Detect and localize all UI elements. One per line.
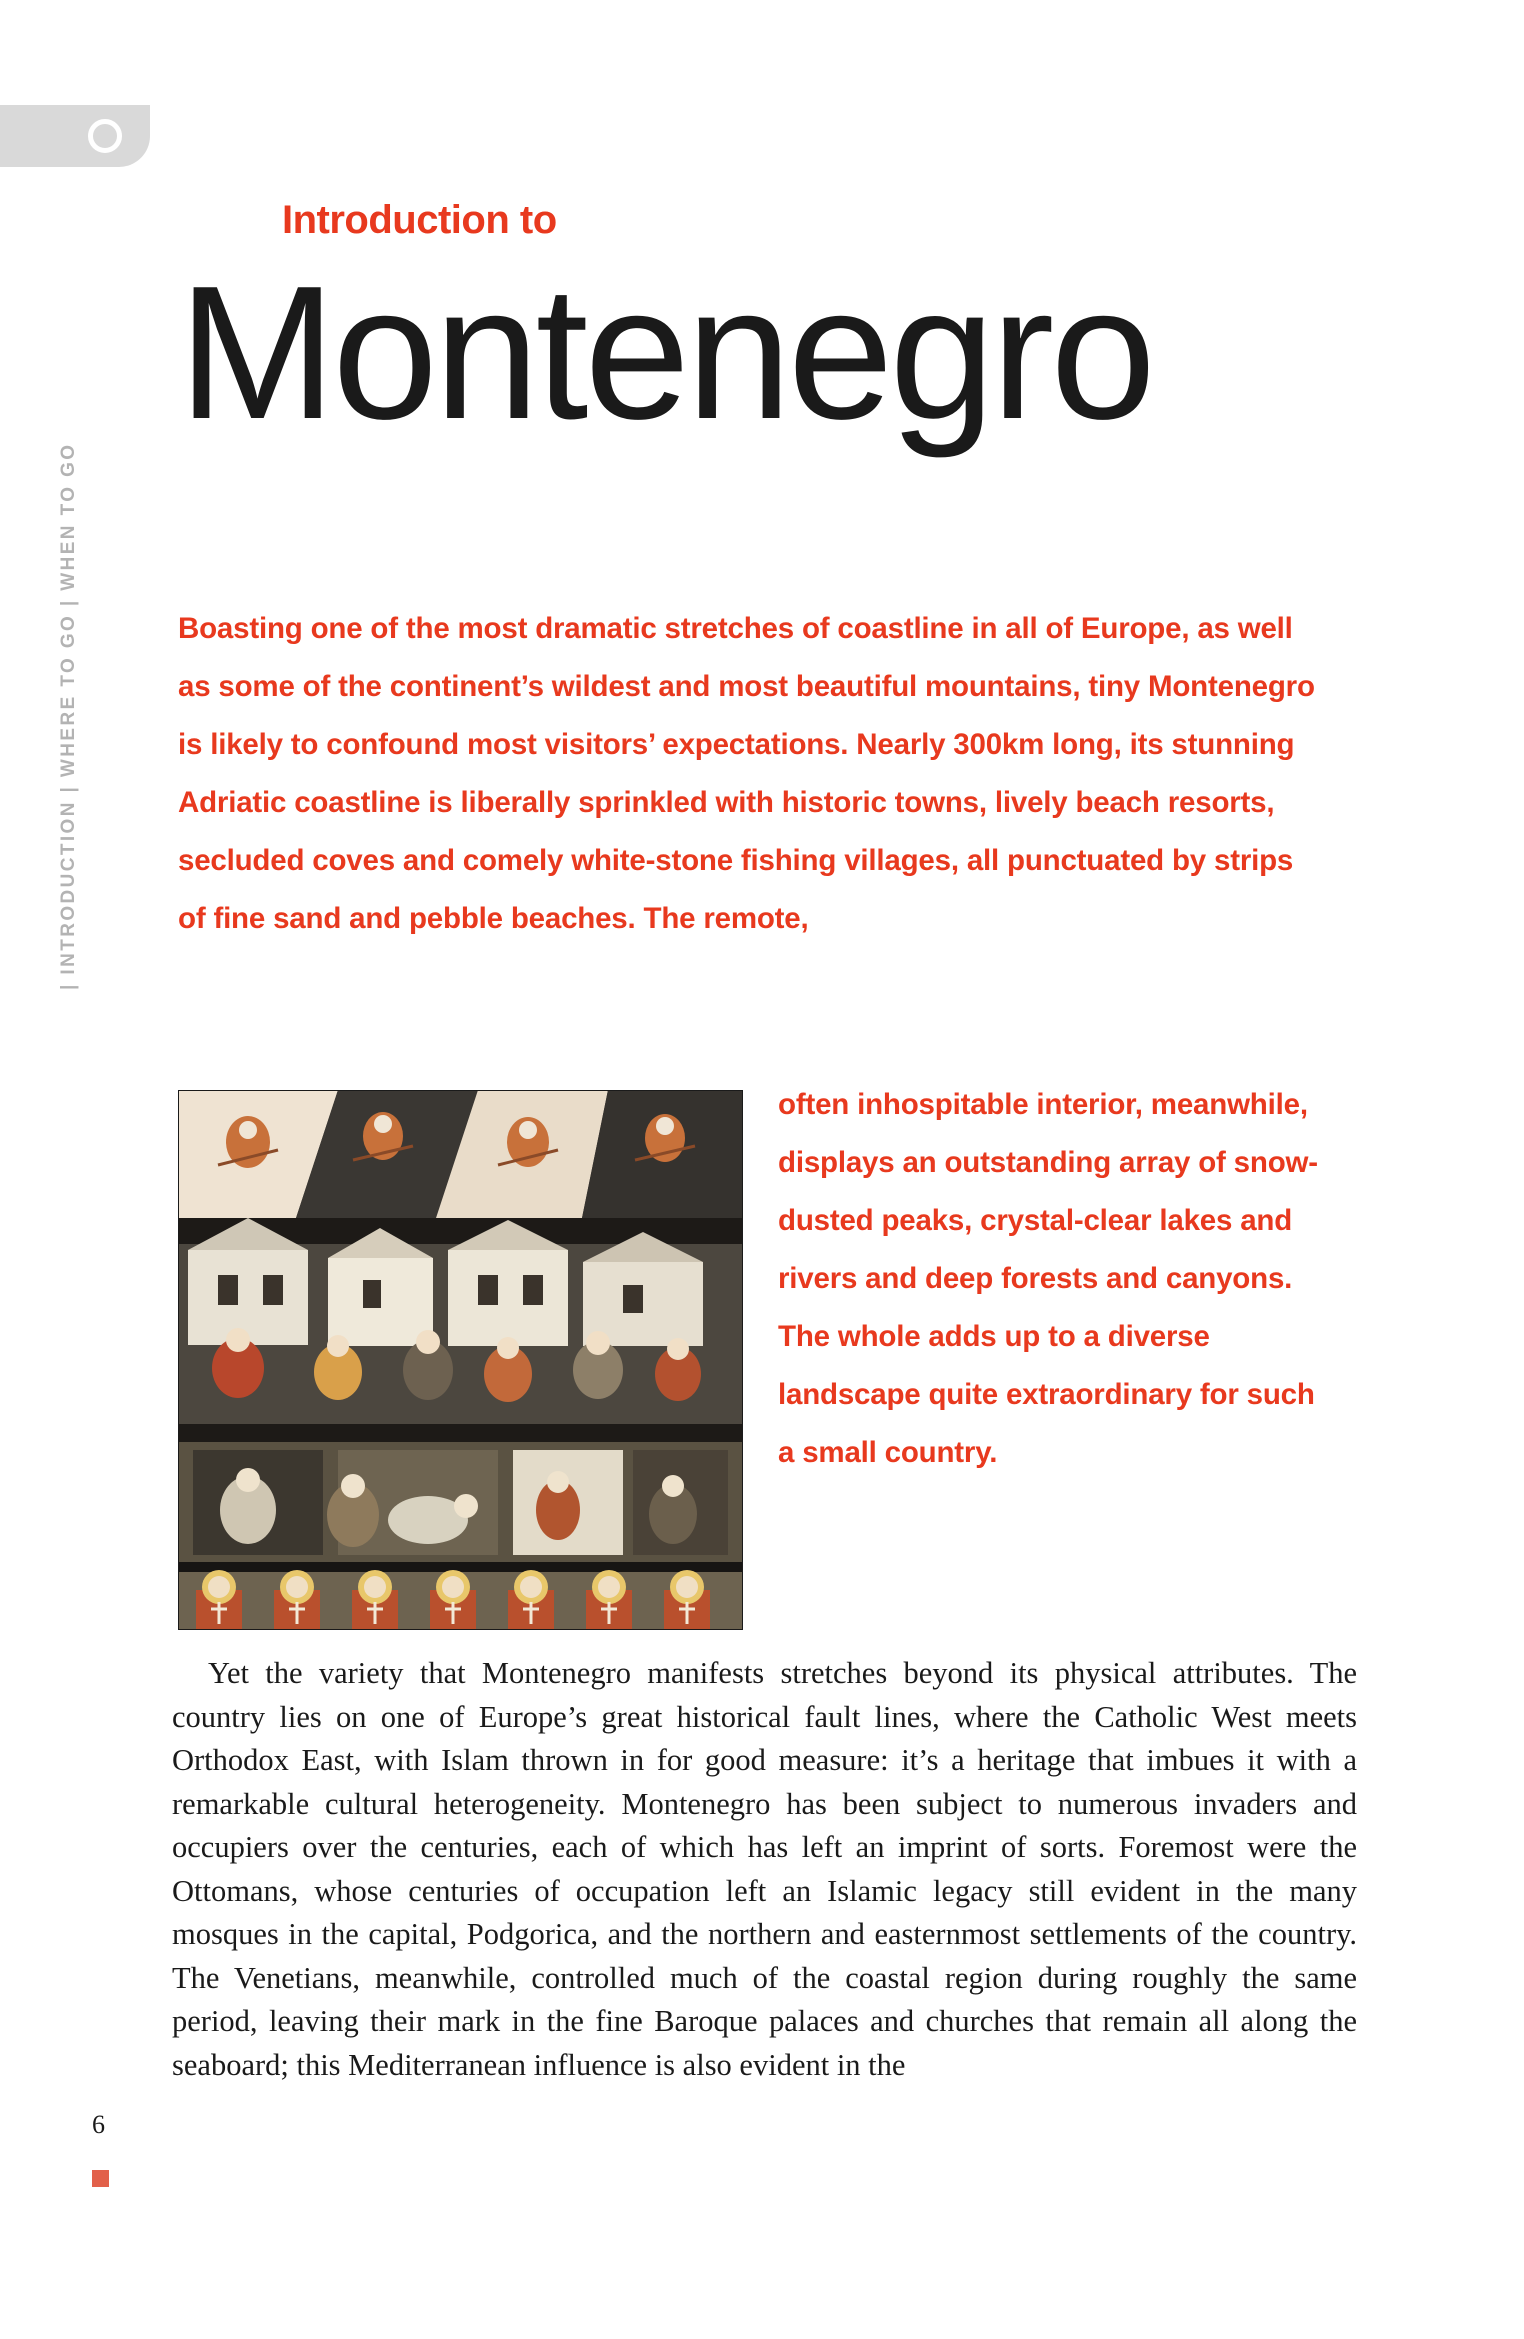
standfirst-right: often inhospitable interior, meanwhile, displays an outstanding array of snow-dusted peaks, crystal-clear lakes and rivers and deep forests and canyons. The whole adds up to a diverse landscape quite extraordinary for such a small country. <box>778 1088 1318 1469</box>
folio-number: 6 <box>92 2110 105 2139</box>
page-corner-circle-icon <box>88 119 122 153</box>
page-corner-tab <box>0 105 150 167</box>
folio-square-marker <box>92 2170 109 2187</box>
standfirst-top: Boasting one of the most dramatic stretches of coastline in all of Europe, as well as some of the continent’s wildest and most beautiful mountains, tiny Montenegro is likely to confound most visitors’ expectations. Nearly 300km long, its stunning Adriatic coastline is liberally sprinkled with historic towns, lively beach resorts, secluded coves and comely white-stone fishing villages, all punctuated by strips of fine sand and pebble beaches. The remote, <box>178 612 1315 935</box>
body-paragraph: Yet the variety that Montenegro manifests stretches beyond its physical attributes. The country lies on one of Europe’s great historical fault lines, where the Catholic West meets Orthodox East, with Islam thrown in for good measure: it’s a heritage that imbues it with a remarkable cultural heterogeneity. Montenegro has been subject to numerous invaders and occupiers over the centuries, each of which has left an imprint of sorts. Foremost were the Ottomans, whose centuries of occupation left an Islamic legacy still evident in the many mosques in the capital, Podgorica, and the northern and easternmost settlements of the country. The Venetians, meanwhile, controlled much of the coastal region during roughly the same period, leaving their mark in the fine Baroque palaces and churches that remain all along the seaboard; this Mediterranean influence is also evident in the <box>172 1656 1357 2082</box>
running-head: | INTRODUCTION | WHERE TO GO | WHEN TO GO <box>58 442 79 990</box>
kicker-text: Introduction to <box>282 198 557 242</box>
fresco-image <box>178 1090 743 1630</box>
page-title: Montenegro <box>178 247 1153 459</box>
